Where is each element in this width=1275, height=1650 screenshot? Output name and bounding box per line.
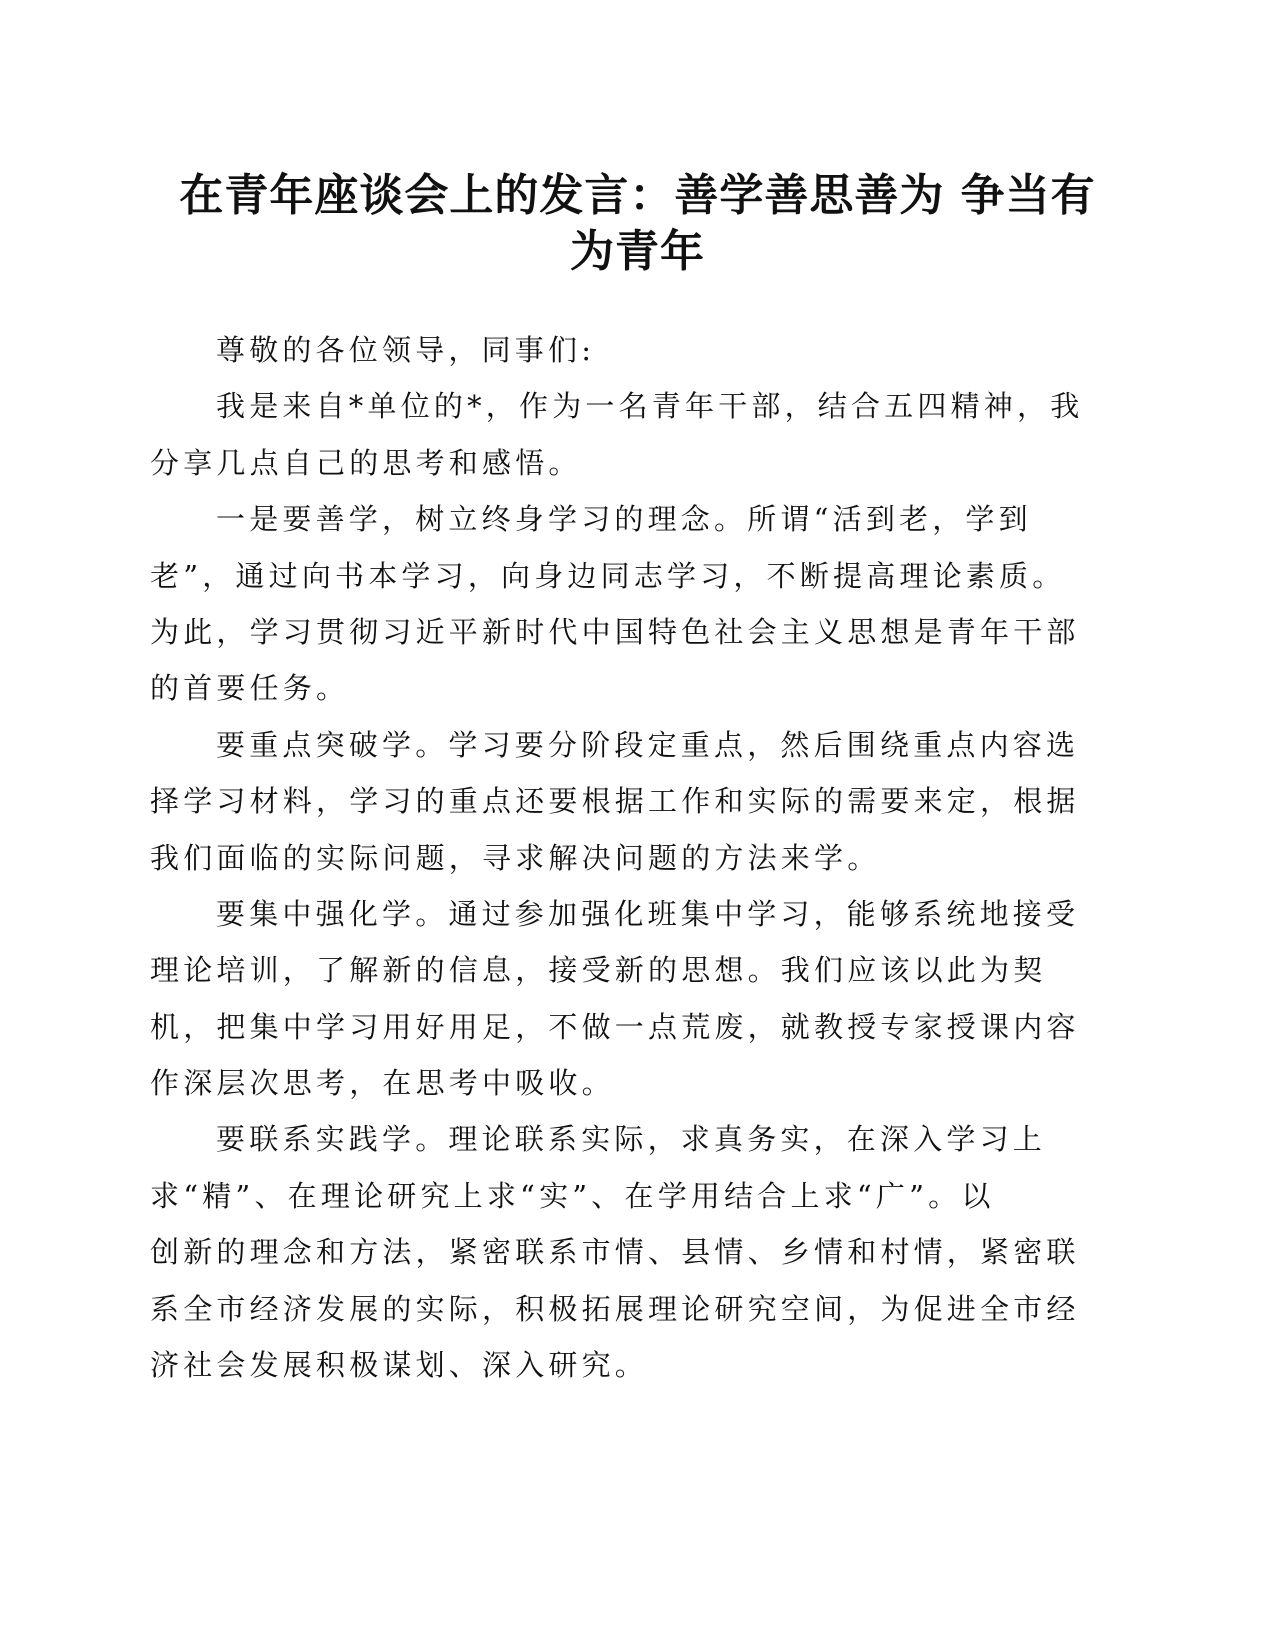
paragraph-key-breakthrough (150, 717, 1095, 886)
paragraph-line: 济社会发展积极谋划、深入研究。 (150, 1348, 649, 1383)
paragraph-line: 要联系实践学。理论联系实际，求真务实，在深入学习上 (216, 1122, 1047, 1157)
paragraph-line: 的首要任务。 (150, 671, 350, 706)
paragraph-practice-study (150, 1111, 1095, 1393)
title-line: 在青年座谈会上的发言：善学善思善为 争当有 (179, 170, 1096, 221)
paragraph-line: 我们面临的实际问题，寻求解决问题的方法来学。 (150, 840, 881, 875)
paragraph-line: 系全市经济发展的实际，积极拓展理论研究空间，为促进全市经 (150, 1291, 1080, 1326)
paragraph-line: 一是要善学，树立终身学习的理念。所谓“活到老，学到 (216, 502, 1032, 537)
paragraph-greeting (150, 322, 1095, 378)
paragraph-line: 老”，通过向书本学习，向身边同志学习，不断提高理论素质。 (150, 558, 1066, 593)
paragraph-line: 作深层次思考，在思考中吸收。 (150, 1066, 615, 1101)
paragraph-line: 创新的理念和方法，紧密联系市情、县情、乡情和村情，紧密联 (150, 1235, 1080, 1270)
paragraph-line: 为此，学习贯彻习近平新时代中国特色社会主义思想是青年干部 (150, 614, 1080, 649)
paragraph-introduction (150, 378, 1095, 491)
paragraph-line: 理论培训，了解新的信息，接受新的思想。我们应该以此为契 (150, 953, 1047, 988)
paragraph-line: 求“精”、在理论研究上求“实”、在学用结合上求“广”。以 (150, 1178, 995, 1213)
paragraph-line: 尊敬的各位领导，同事们: (216, 333, 596, 367)
title-line: 为青年 (570, 226, 705, 277)
paragraph-lifelong-learning (150, 491, 1095, 717)
paragraph-line: 机，把集中学习用好用足，不做一点荒废，就教授专家授课内容 (150, 1009, 1080, 1044)
document-title (150, 168, 1125, 280)
paragraph-intensive-study (150, 886, 1095, 1112)
paragraph-line: 分享几点自己的思考和感悟。 (150, 445, 582, 480)
paragraph-line: 要集中强化学。通过参加强化班集中学习，能够系统地接受 (216, 896, 1080, 931)
document-body (150, 322, 1095, 1393)
paragraph-line: 要重点突破学。学习要分阶段定重点，然后围绕重点内容选 (216, 727, 1080, 762)
paragraph-line: 择学习材料，学习的重点还要根据工作和实际的需要来定，根据 (150, 784, 1080, 819)
paragraph-line: 我是来自*单位的*，作为一名青年干部，结合五四精神，我 (216, 389, 1084, 424)
